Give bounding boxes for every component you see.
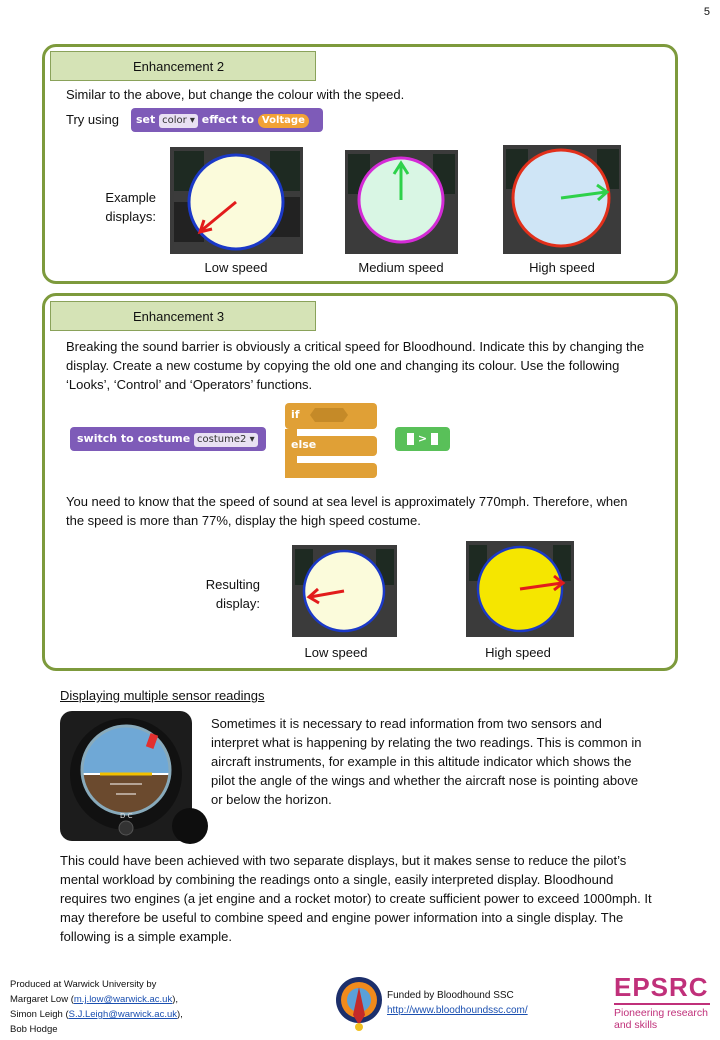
result-caption-low: Low speed — [304, 645, 368, 660]
result-caption-high: High speed — [485, 645, 551, 660]
costume-dropdown[interactable]: costume2 ▾ — [194, 433, 258, 447]
result-high-speed-display — [466, 541, 574, 637]
caption-high-speed: High speed — [529, 260, 595, 275]
condition-slot — [309, 407, 349, 423]
enhancement-3-tag: Enhancement 3 — [50, 301, 316, 331]
multi-para-1: Sometimes it is necessary to read information from two sensors and interpret what is happening by relating the two readings. This is common in aircraft instruments, for example in this altitude indicator which shows the pilot the angle of the wings and whether the aircraft nose is pointing above or below the horizon. — [211, 716, 642, 807]
example-displays-label: Example displays: — [105, 190, 156, 224]
medium-speed-display — [345, 150, 458, 254]
if-label: if — [291, 408, 300, 421]
set-effect-block — [131, 108, 323, 132]
bloodhound-url[interactable]: http://www.bloodhoundssc.com/ — [387, 1005, 528, 1016]
footer-credits: Produced at Warwick University by Margaret Low (m.j.low@warwick.ac.uk), Simon Leigh (S.J.Leigh@warwick.ac.uk), Bob Hodge — [10, 979, 183, 1035]
email-link-2[interactable]: S.J.Leigh@warwick.ac.uk — [68, 1009, 178, 1020]
svg-text:D C: D C — [120, 812, 133, 820]
high-speed-display — [503, 145, 621, 254]
switch-label: switch to costume — [77, 432, 191, 445]
resulting-display-label: Resulting display: — [205, 577, 260, 611]
bloodhound-logo — [334, 975, 384, 1033]
enhancement-3-text2: You need to know that the speed of sound at sea level is approximately 770mph. Therefore, when the speed is more than 77%, display the high speed costume. — [66, 494, 628, 528]
effect-dropdown[interactable]: color ▾ — [159, 114, 198, 128]
switch-costume-block — [70, 427, 266, 451]
email-link-1[interactable]: m.j.low@warwick.ac.uk — [73, 994, 173, 1005]
enhancement-3-text: Breaking the sound barrier is obviously a critical speed for Bloodhound. Indicate this by changing the display. Create a new costume by copying the old one and changing its colour. Use the following ‘Looks’, ‘Control’ and ‘Operators’ functions. — [66, 339, 645, 392]
enhancement-2-tag: Enhancement 2 — [50, 51, 316, 81]
epsrc-wordmark: EPSRC — [614, 972, 709, 1002]
section-heading: Displaying multiple sensor readings — [60, 688, 265, 703]
set-word: set — [136, 113, 156, 126]
multi-para-2: This could have been achieved with two separate displays, but it makes sense to reduce the pilot’s mental workload by combining the readings onto a single, easily interpreted display. Bloodhound requires two engines (a jet engine and a rocket motor) to create sufficient power to exceed 1000mph. It may therefore be useful to combine speed and engine power information into a single display. The following is a simple example. — [60, 853, 652, 944]
epsrc-logo — [614, 972, 710, 1031]
else-label: else — [291, 438, 317, 451]
caption-low-speed: Low speed — [204, 260, 268, 275]
effect-to-word: effect to — [201, 113, 255, 126]
voltage-reporter: Voltage — [258, 114, 309, 128]
if-else-block — [285, 403, 377, 478]
caption-medium-speed: Medium speed — [358, 260, 444, 275]
funded-line: Funded by Bloodhound SSC — [387, 990, 514, 1001]
funding-info — [387, 988, 528, 1018]
produced-line: Produced at Warwick University by — [10, 979, 157, 990]
try-using-label: Try using — [66, 112, 119, 127]
greater-than-symbol: > — [417, 432, 428, 445]
page-number: 5 — [703, 6, 710, 18]
greater-than-block — [395, 427, 450, 451]
low-speed-display — [170, 147, 303, 254]
attitude-indicator-image — [60, 708, 210, 848]
epsrc-tagline-1: Pioneering research — [614, 1007, 708, 1019]
enhancement-2-text: Similar to the above, but change the colour with the speed. — [66, 87, 405, 102]
result-low-speed-display — [292, 545, 397, 637]
person-3: Bob Hodge — [10, 1024, 58, 1035]
epsrc-tagline-2: and skills — [614, 1019, 658, 1031]
